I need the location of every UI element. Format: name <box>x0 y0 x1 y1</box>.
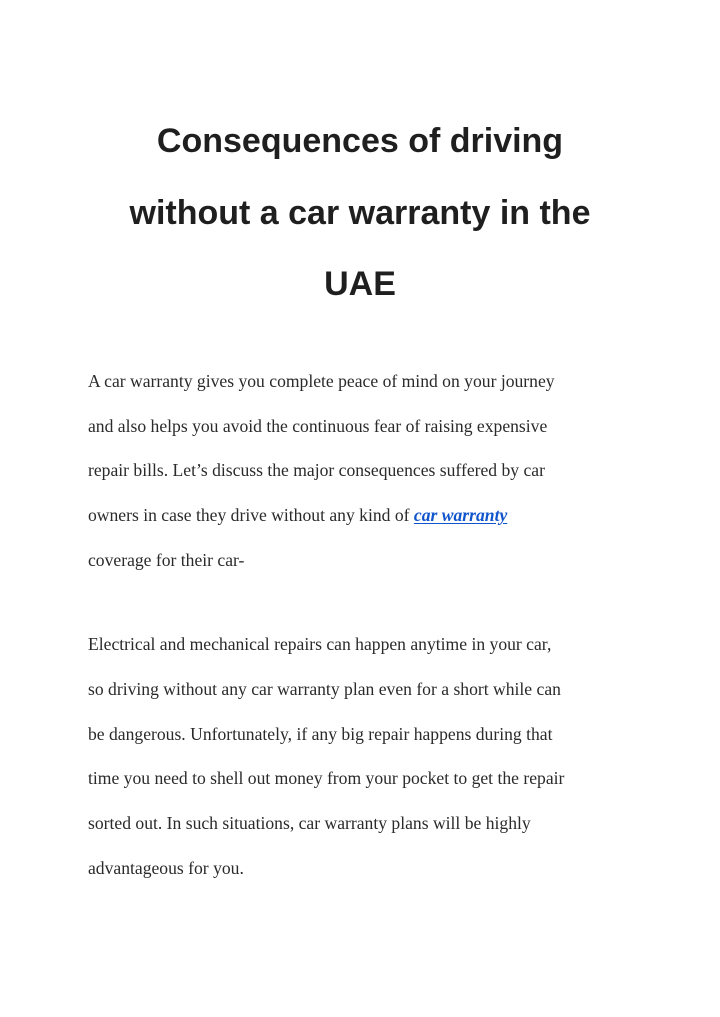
paragraph-1-line-4 <box>88 507 507 525</box>
paragraph-1-line-1: A car warranty gives you complete peace of mind on your journey <box>88 371 555 391</box>
page-title-line-2: without a car warranty in the <box>129 194 591 232</box>
paragraph-2-line-2: so driving without any car warranty plan even for a short while can <box>88 679 561 699</box>
paragraph-1-line-3: repair bills. Let’s discuss the major consequences suffered by car <box>88 460 545 480</box>
paragraph-1-line-5: coverage for their car- <box>88 550 245 570</box>
paragraph-2-line-6: advantageous for you. <box>88 858 244 878</box>
paragraph-1-line-2: and also helps you avoid the continuous fear of raising expensive <box>88 416 548 436</box>
page-title-line-3: UAE <box>324 265 396 303</box>
paragraph-2-line-5: sorted out. In such situations, car warranty plans will be highly <box>88 813 531 833</box>
paragraph-2-line-1: Electrical and mechanical repairs can happen anytime in your car, <box>88 634 552 654</box>
page-title-line-1: Consequences of driving <box>156 122 564 160</box>
paragraph-1-line-4-text: owners in case they drive without any kind of <box>88 505 414 525</box>
car-warranty-link[interactable]: car warranty <box>413 505 508 525</box>
paragraph-2-line-4: time you need to shell out money from your pocket to get the repair <box>88 768 565 788</box>
paragraph-2-line-3: be dangerous. Unfortunately, if any big repair happens during that <box>88 724 553 744</box>
